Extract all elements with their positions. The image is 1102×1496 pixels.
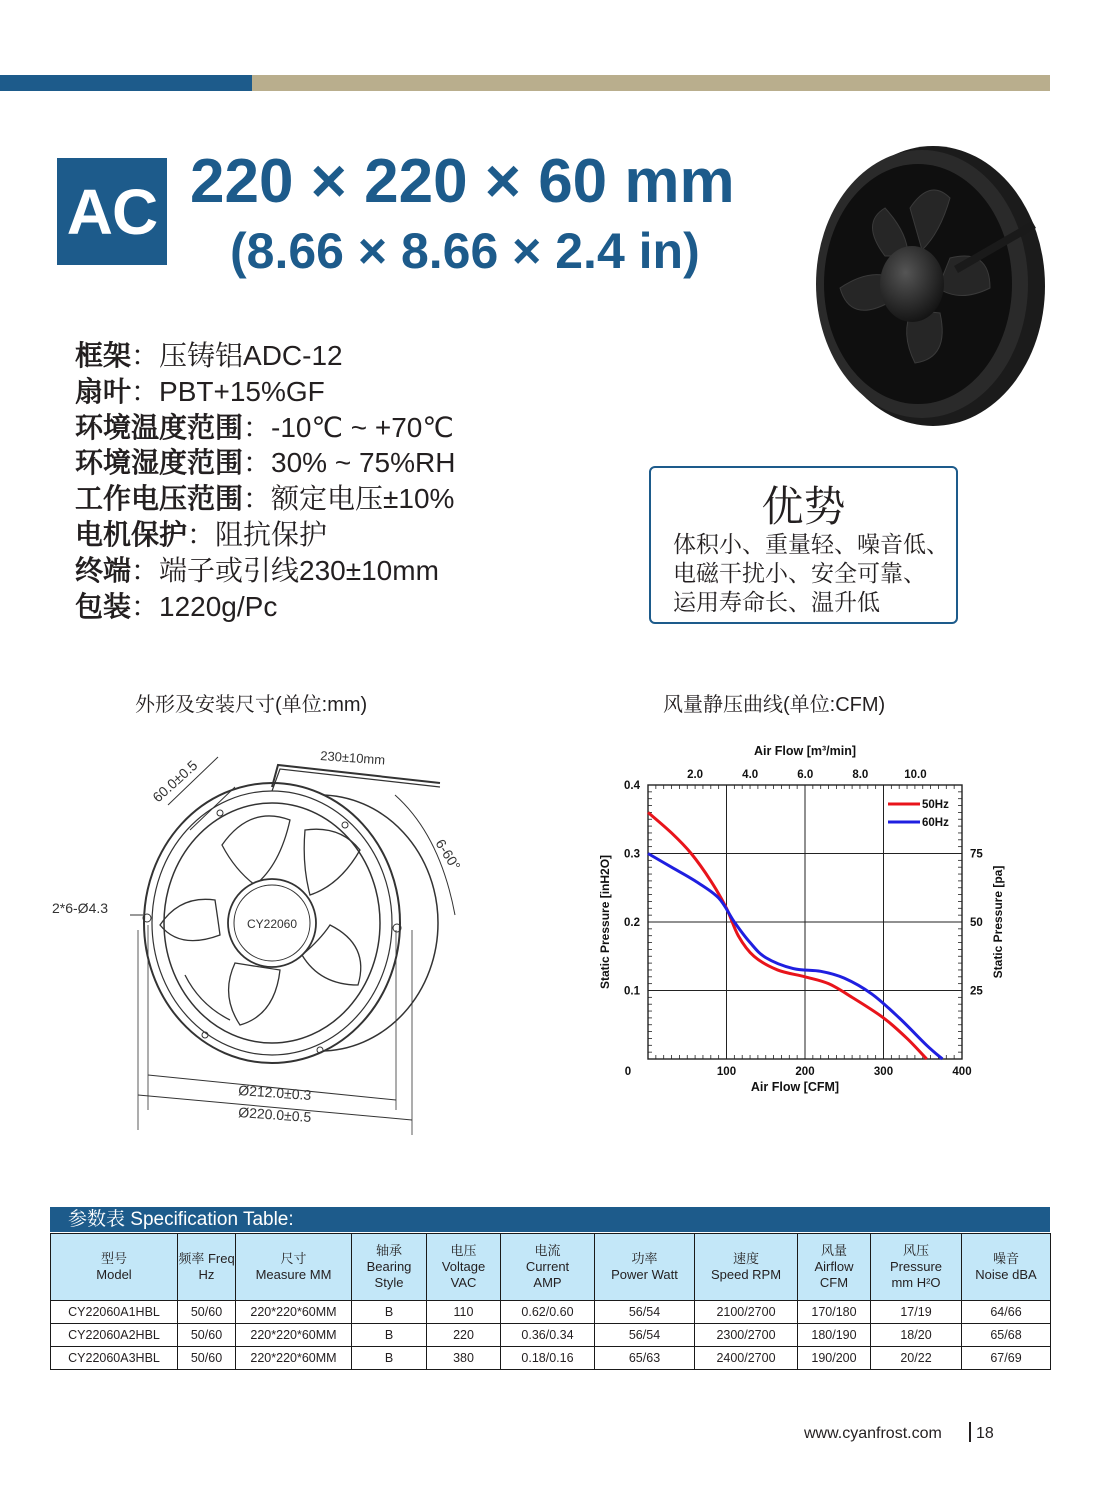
table-cell: 0.36/0.34: [501, 1324, 595, 1347]
x-tick-label: 300: [873, 1066, 894, 1078]
top-axis-title: Air Flow [m³/min]: [753, 744, 857, 758]
x-tick-label: 400: [952, 1066, 972, 1078]
table-cell: 17/19: [871, 1301, 962, 1324]
col-header-bearing: 轴承 Bearing Style: [352, 1234, 427, 1301]
spec-row-frame: 框架：压铸铝ADC-12: [75, 340, 343, 371]
spec-row-protection: 电机保护：阻抗保护: [75, 518, 328, 550]
top-tick-label: 10.0: [904, 769, 927, 781]
spec-table-title: 参数表 Specification Table:: [50, 1207, 1050, 1232]
col-header-noise: 噪音 Noise dBA: [962, 1234, 1051, 1301]
table-cell: 220*220*60MM: [236, 1301, 352, 1324]
angle-label: 6-60°: [432, 836, 464, 874]
table-cell: 0.18/0.16: [501, 1347, 595, 1370]
col-header-measure: 尺寸 Measure MM: [236, 1234, 352, 1301]
series-line-60Hz: [648, 854, 942, 1060]
table-cell: 50/60: [178, 1324, 236, 1347]
x-axis-title: Air Flow [CFM]: [750, 1080, 840, 1094]
x-tick-label: 0: [624, 1066, 632, 1078]
table-row: [51, 1347, 1051, 1370]
table-cell: 56/54: [595, 1324, 695, 1347]
table-cell: 220*220*60MM: [236, 1324, 352, 1347]
table-cell: 220*220*60MM: [236, 1347, 352, 1370]
advantage-line: 体积小、重量轻、噪音低、: [673, 531, 949, 557]
table-row: [51, 1301, 1051, 1324]
col-header-voltage: 电压 Voltage VAC: [427, 1234, 501, 1301]
table-cell: 170/180: [798, 1301, 871, 1324]
spec-row-terminal: 终端：端子或引线230±10mm: [75, 554, 439, 586]
x-tick-label: 100: [716, 1066, 737, 1078]
holes-label: 2*6-Ø4.3: [52, 900, 109, 916]
table-cell: 64/66: [962, 1301, 1051, 1324]
chart-curves: [648, 812, 942, 1059]
table-cell: B: [352, 1324, 427, 1347]
spec-row-temperature: 环境温度范围：-10℃ ~ +70℃: [75, 411, 454, 443]
legend-label: 60Hz: [922, 817, 949, 829]
y2-tick-label: 50: [970, 917, 983, 929]
ac-badge: AC: [57, 158, 167, 265]
advantages-title: 优势: [761, 483, 846, 530]
table-cell: CY22060A2HBL: [51, 1324, 178, 1347]
table-cell: 65/63: [595, 1347, 695, 1370]
table-cell: 56/54: [595, 1301, 695, 1324]
spec-row-voltage: 工作电压范围：额定电压±10%: [75, 483, 455, 515]
table-cell: 50/60: [178, 1301, 236, 1324]
dimension-drawing: [40, 735, 500, 1145]
depth-label: 60.0±0.5: [149, 756, 201, 806]
spec-table: [50, 1233, 1051, 1370]
top-bar-tan: [252, 75, 1050, 91]
y-tick-label: 0.1: [624, 985, 640, 998]
chart-grid: [648, 785, 962, 1059]
y2-tick-label: 25: [970, 985, 983, 998]
table-cell: CY22060A3HBL: [51, 1347, 178, 1370]
top-tick-label: 2.0: [687, 769, 704, 781]
y2-tick-label: 75: [970, 848, 983, 861]
table-cell: 220: [427, 1324, 501, 1347]
y-tick-label: 0.4: [624, 780, 640, 792]
col-header-model: 型号 Model: [51, 1234, 178, 1301]
table-cell: 2300/2700: [695, 1324, 798, 1347]
page-number: 18: [976, 1425, 994, 1442]
fan-product-image: [800, 138, 1052, 430]
spec-list: [75, 338, 455, 624]
table-cell: 67/69: [962, 1347, 1051, 1370]
title-size-mm: 220 × 220 × 60 mm: [190, 147, 735, 216]
spec-row-packing: 包装：1220g/Pc: [75, 590, 278, 622]
table-cell: 2100/2700: [695, 1301, 798, 1324]
advantages-box: [649, 466, 958, 624]
y-tick-label: 0.2: [624, 917, 640, 929]
outer-diameter-label: Ø220.0±0.5: [237, 1104, 312, 1126]
table-cell: 380: [427, 1347, 501, 1370]
advantage-line: 电磁干扰小、安全可靠、: [673, 560, 926, 586]
table-header-row: [51, 1234, 1051, 1301]
title-size-in: (8.66 × 8.66 × 2.4 in): [230, 223, 700, 279]
table-cell: 2400/2700: [695, 1347, 798, 1370]
col-header-freq: 频率 Freq Hz: [178, 1234, 236, 1301]
col-header-power: 功率 Power Watt: [595, 1234, 695, 1301]
col-header-pressure: 风压 Pressure mm H²O: [871, 1234, 962, 1301]
spec-row-blade: 扇叶：PBT+15%GF: [75, 375, 325, 407]
col-header-current: 电流 Current AMP: [501, 1234, 595, 1301]
table-cell: 65/68: [962, 1324, 1051, 1347]
lead-length-label: 230±10mm: [319, 748, 386, 768]
legend-label: 50Hz: [922, 799, 949, 811]
top-tick-label: 4.0: [742, 769, 759, 781]
advantages-text: [673, 530, 949, 617]
table-cell: 110: [427, 1301, 501, 1324]
table-cell: B: [352, 1347, 427, 1370]
col-header-speed: 速度 Speed RPM: [695, 1234, 798, 1301]
footer-url: www.cyanfrost.com: [804, 1425, 942, 1442]
table-cell: 50/60: [178, 1347, 236, 1370]
advantage-line: 运用寿命长、温升低: [673, 589, 880, 615]
table-cell: 20/22: [871, 1347, 962, 1370]
x-tick-label: 200: [795, 1066, 815, 1078]
col-header-airflow: 风量 Airflow CFM: [798, 1234, 871, 1301]
y2-axis-title: Static Pressure [pa]: [991, 865, 1005, 979]
y-axis-title: Static Pressure [inH2O]: [598, 854, 612, 990]
drawing-caption: 外形及安装尺寸(单位:mm): [135, 694, 368, 716]
top-bar-blue: [0, 75, 252, 91]
table-cell: 18/20: [871, 1324, 962, 1347]
model-label: CY22060: [246, 917, 298, 931]
inner-diameter-label: Ø212.0±0.3: [237, 1082, 312, 1104]
table-cell: CY22060A1HBL: [51, 1301, 178, 1324]
table-cell: B: [352, 1301, 427, 1324]
top-tick-label: 6.0: [797, 769, 814, 781]
spec-row-humidity: 环境湿度范围：30% ~ 75%RH: [75, 447, 456, 479]
y-tick-label: 0.3: [624, 848, 640, 861]
pressure-airflow-chart: [590, 735, 1010, 1105]
chart-labels: [598, 744, 1005, 1094]
table-row: [51, 1324, 1051, 1347]
table-cell: 190/200: [798, 1347, 871, 1370]
table-cell: 180/190: [798, 1324, 871, 1347]
top-tick-label: 8.0: [852, 769, 869, 781]
series-line-50Hz: [648, 812, 927, 1059]
footer-divider: [969, 1422, 971, 1442]
table-cell: 0.62/0.60: [501, 1301, 595, 1324]
chart-caption: 风量静压曲线(单位:CFM): [663, 694, 886, 716]
